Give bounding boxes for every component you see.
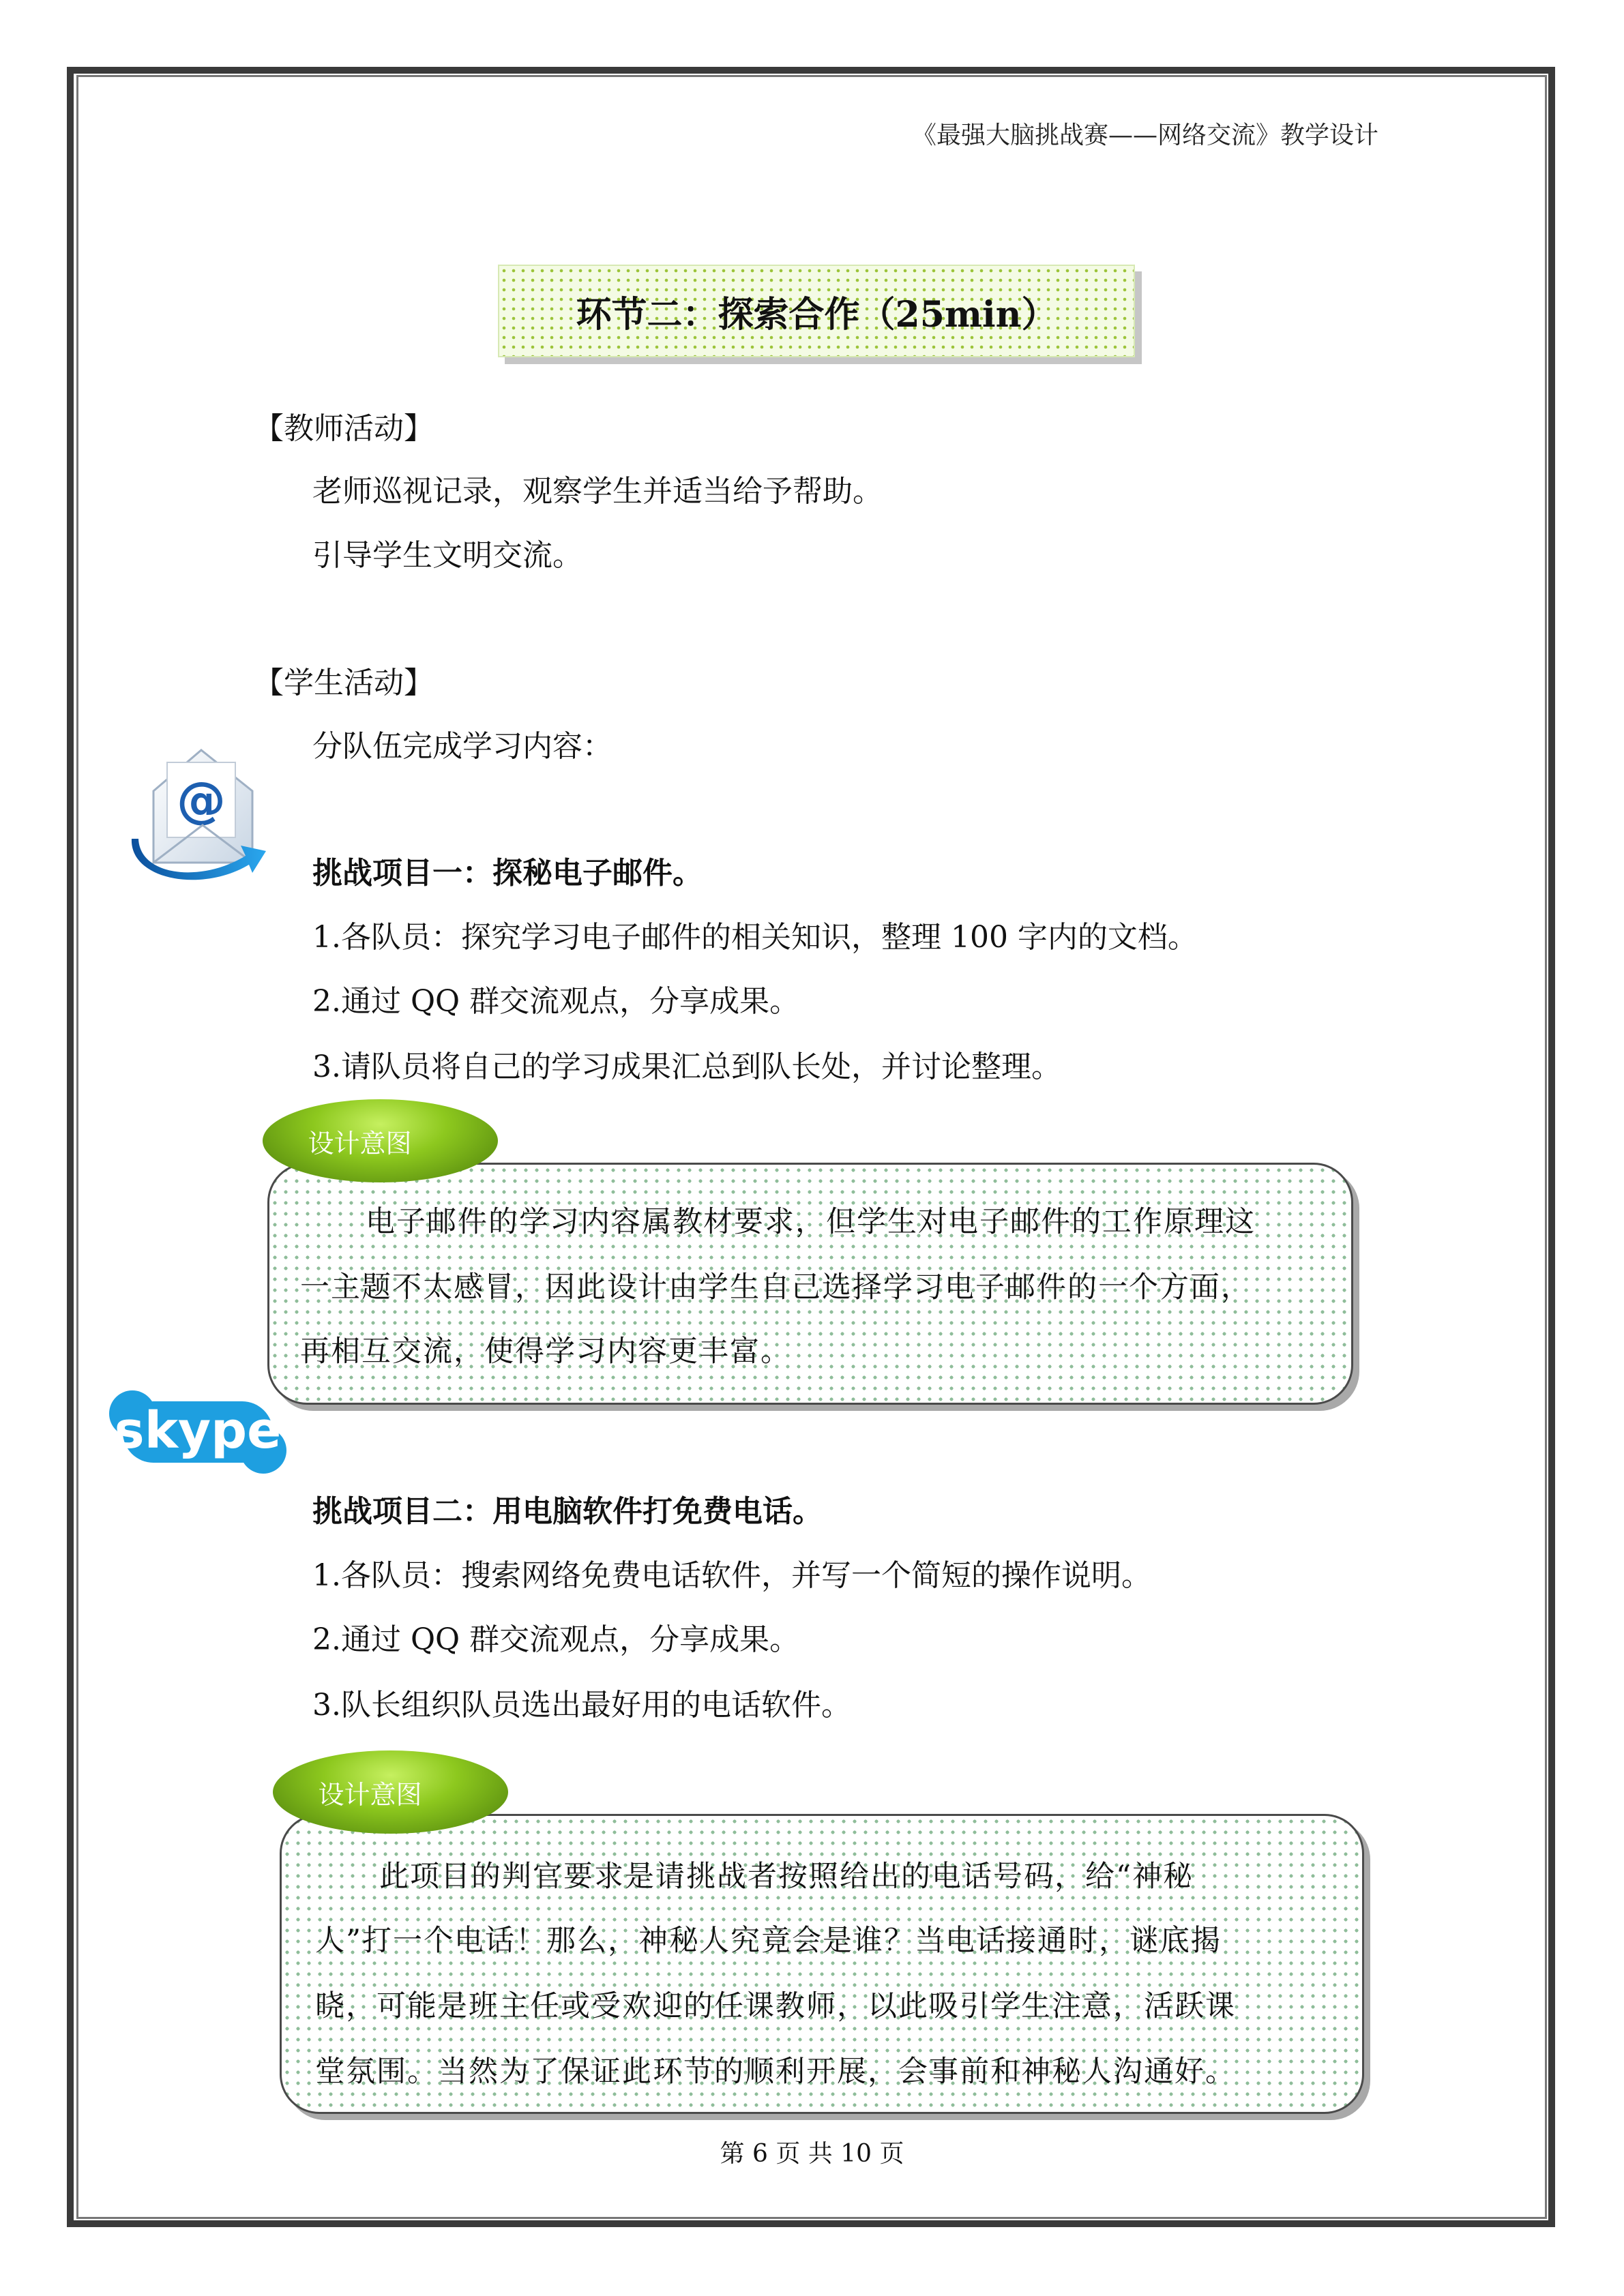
design-intent-line: 一主题不太感冒，因此设计由学生自己选择学习电子邮件的一个方面， bbox=[300, 1270, 1252, 1304]
student-intro: 分队伍完成学习内容： bbox=[312, 729, 612, 764]
challenge-1-item: 2.通过 QQ 群交流观点，分享成果。 bbox=[312, 984, 800, 1019]
design-intent-tag bbox=[273, 1750, 508, 1834]
teacher-line-2: 引导学生文明交流。 bbox=[312, 538, 582, 573]
design-intent-line: 此项目的判官要求是请挑战者按照给出的电话号码，给“神秘 bbox=[379, 1860, 1194, 1894]
design-intent-line: 晓，可能是班主任或受欢迎的任课教师，以此吸引学生注意，活跃课 bbox=[315, 1989, 1236, 2023]
email-at-icon bbox=[126, 736, 273, 886]
challenge-1-item: 1.各队员：探究学习电子邮件的相关知识，整理 100 字内的文档。 bbox=[312, 920, 1198, 955]
design-intent-tag bbox=[263, 1099, 498, 1182]
teacher-activity-heading: 【教师活动】 bbox=[254, 411, 434, 446]
challenge-2-item: 1.各队员：搜索网络免费电话软件，并写一个简短的操作说明。 bbox=[312, 1558, 1151, 1593]
section-title-banner bbox=[498, 265, 1135, 357]
challenge-1-item: 3.请队员将自己的学习成果汇总到队长处，并讨论整理。 bbox=[312, 1049, 1061, 1084]
design-intent-line: 堂氛围。当然为了保证此环节的顺利开展，会事前和神秘人沟通好。 bbox=[315, 2055, 1236, 2089]
challenge-2-item: 3.队长组织队员选出最好用的电话软件。 bbox=[312, 1688, 851, 1723]
page-footer: 第 6 页 共 10 页 bbox=[720, 2140, 904, 2168]
design-intent-line: 人”打一个电话！那么，神秘人究竟会是谁？当电话接通时，谜底揭 bbox=[315, 1924, 1222, 1958]
challenge-2-item: 2.通过 QQ 群交流观点，分享成果。 bbox=[312, 1622, 800, 1657]
teacher-line-1: 老师巡视记录，观察学生并适当给予帮助。 bbox=[312, 474, 883, 509]
design-intent-label: 设计意图 bbox=[308, 1128, 412, 1159]
running-header: 《最强大脑挑战赛——网络交流》教学设计 bbox=[911, 121, 1378, 149]
challenge-1-title: 挑战项目一：探秘电子邮件。 bbox=[312, 856, 703, 891]
design-intent-line: 电子邮件的学习内容属教材要求，但学生对电子邮件的工作原理这 bbox=[366, 1205, 1256, 1239]
design-intent-label: 设计意图 bbox=[318, 1779, 422, 1810]
svg-text:skype: skype bbox=[114, 1401, 282, 1460]
svg-text:@: @ bbox=[177, 771, 226, 829]
skype-logo bbox=[109, 1388, 286, 1476]
design-intent-line: 再相互交流，使得学习内容更丰富。 bbox=[300, 1335, 791, 1369]
student-activity-heading: 【学生活动】 bbox=[254, 666, 434, 700]
challenge-2-title: 挑战项目二：用电脑软件打免费电话。 bbox=[312, 1494, 823, 1529]
section-title: 环节二：探索合作（25min） bbox=[576, 293, 1057, 336]
